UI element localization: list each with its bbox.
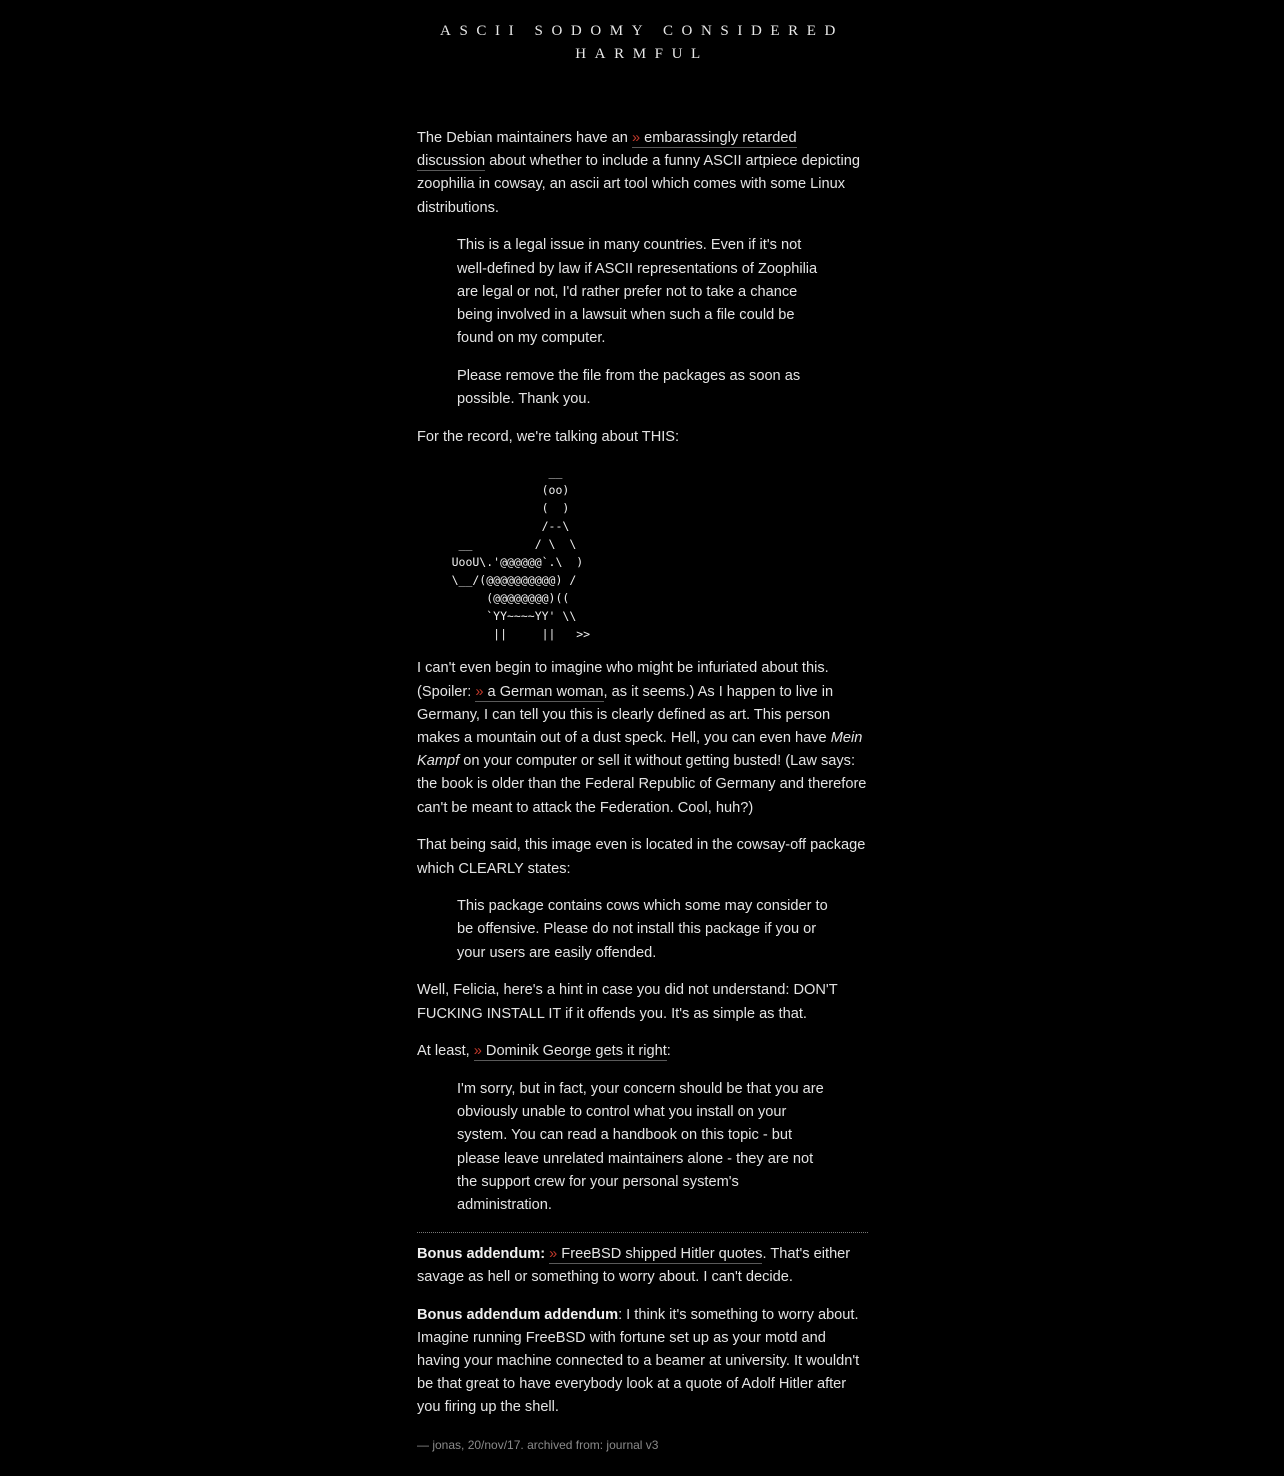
blockquote-package-description	[457, 895, 829, 965]
page-title-line-1: ASCII SODOMY CONSIDERED	[440, 23, 844, 39]
freebsd-hitler-quotes-link[interactable]	[549, 1246, 762, 1264]
dominik-text-after: :	[666, 1043, 671, 1060]
intro-paragraph	[417, 127, 868, 220]
post-footer: — jonas, 20/nov/17. archived from: journal v3	[417, 1438, 659, 1453]
article-body	[417, 127, 868, 1457]
blockquote-bug-report	[457, 234, 829, 411]
bonus-addendum-text: . That's either savage as hell or something to worry about. I can't decide.	[417, 1245, 851, 1285]
blockquote-bug-report-p1: This is a legal issue in many countries. Even if it's not well-defined by law if ASCII representations of Zoophilia are legal or not, I'd rather prefer not to take a chance being involved in a lawsuit when such a file could be found on my computer.	[457, 237, 818, 347]
dominik-paragraph	[417, 1040, 868, 1063]
ascii-art: __ (oo) ( ) /--\ __ / \ \ UooU\.'@@@@@@`.\ ) \__/(@@@@@@@@@@) / (@@@@@@@@)(( `YY~~~~YY' \\ || || >>	[451, 465, 591, 642]
intro-text-before: The Debian maintainers have an	[417, 130, 632, 146]
bonus-addendum-addendum-paragraph	[417, 1304, 868, 1420]
german-woman-paragraph	[417, 657, 868, 819]
blockquote-dominik-text: I'm sorry, but in fact, your concern should be that you are obviously unable to control what you install on your system. You can read a handbook on this topic - but please leave unrelated maintainers alone - they are not the support crew for your personal system's administration.	[457, 1080, 824, 1213]
external-link-arrow-icon: »	[549, 1245, 558, 1262]
bonus-addendum-paragraph	[417, 1243, 868, 1289]
para2-text-3: on your computer or sell it without getting busted! (Law says: the book is older than the Federal Republic of Germany and therefore can't be meant to attack the Federation. Cool, huh?)	[417, 753, 867, 816]
section-divider	[417, 1232, 868, 1233]
external-link-arrow-icon: »	[473, 1043, 482, 1060]
para2-text-2: , as it seems.) As I happen to live in Germany, I can tell you this is clearly defined as art. This person makes a mountain out of a dust speck. Hell, you can even have	[417, 683, 834, 747]
external-link-arrow-icon: »	[631, 130, 641, 146]
para2-text-1: I can't even begin to imagine who might be infuriated about this. (Spoiler:	[417, 660, 829, 700]
german-woman-link[interactable]	[475, 684, 603, 702]
blockquote-package-description-text: This package contains cows which some may consider to be offensive. Please do not install this package if you or your users are easily offended.	[457, 898, 828, 961]
dominik-george-link[interactable]	[474, 1043, 667, 1061]
bonus-addendum-addendum-text: : I think it's something to worry about. Imagine running FreeBSD with fortune set up as your motd and having your machine connected to a beamer at university. It wouldn't be that great to have everybody look at a quote of Adolf Hitler after you firing up the shell.	[417, 1306, 860, 1416]
cowsay-off-paragraph: That being said, this image even is located in the cowsay-off package which CLEARLY states:	[417, 837, 866, 877]
mein-kampf-italic: Mein Kampf	[417, 730, 863, 770]
external-link-arrow-icon: »	[475, 683, 484, 700]
bonus-addendum-label: Bonus addendum:	[417, 1245, 546, 1262]
freebsd-hitler-quotes-link-label: FreeBSD shipped Hitler quotes	[561, 1245, 763, 1262]
page-title-line-2: HARMFUL	[575, 46, 709, 62]
bonus-addendum-addendum-label: Bonus addendum addendum	[417, 1306, 619, 1323]
dominik-george-link-label: Dominik George gets it right	[485, 1043, 667, 1060]
german-woman-link-label: a German woman	[487, 683, 604, 700]
felicia-paragraph: Well, Felicia, here's a hint in case you did not understand: DON'T FUCKING INSTALL IT if it offends you. It's as simple as that.	[417, 982, 838, 1022]
debian-discussion-link-label: embarassingly retarded discussion	[417, 130, 797, 170]
page-title	[0, 20, 1284, 66]
dominik-text-before: At least,	[417, 1043, 474, 1060]
blockquote-bug-report-p2: Please remove the file from the packages as soon as possible. Thank you.	[457, 367, 801, 408]
record-paragraph: For the record, we're talking about THIS:	[417, 428, 680, 445]
intro-text-after: about whether to include a funny ASCII artpiece depicting zoophilia in cowsay, an ascii art tool which comes with some Linux distributions.	[417, 153, 860, 216]
blockquote-dominik	[457, 1078, 829, 1217]
